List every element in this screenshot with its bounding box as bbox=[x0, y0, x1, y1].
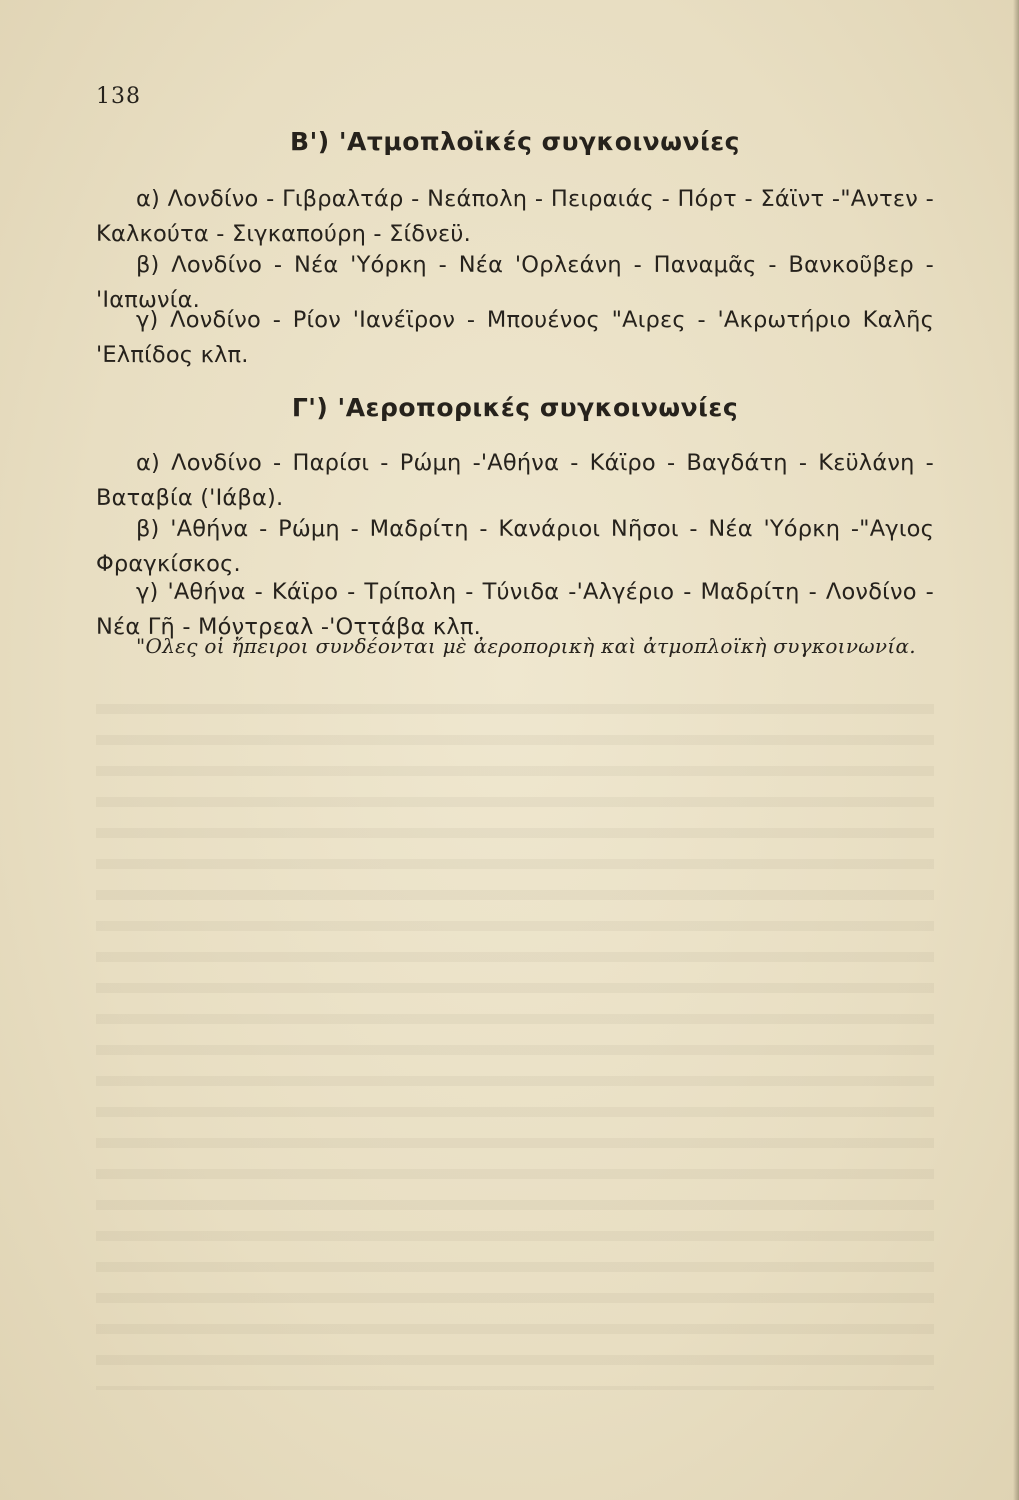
section-heading-air: Γ') 'Αεροπορικές συγκοινωνίες bbox=[291, 393, 739, 422]
air-route-a: α) Λονδίνο - Παρίσι - Ρώμη -'Αθήνα - Κάϊρο - Βαγδάτη - Κεϋλάνη - Βαταβία ('Ιάβα). bbox=[96, 450, 934, 511]
page-edge-shadow bbox=[1013, 0, 1019, 1500]
air-route-b: β) 'Αθήνα - Ρώμη - Μαδρίτη - Κανάριοι Νῆσοι - Νέα 'Υόρκη -"Αγιος Φραγκίσκος. bbox=[96, 516, 934, 577]
closing-statement: "Ολες οἱ ἤπειροι συνδέονται μὲ ἀεροπορικὴ καὶ ἀτμοπλοϊκὴ συγκοινωνία. bbox=[136, 634, 916, 658]
show-through-text bbox=[96, 690, 934, 1390]
steamship-route-a: α) Λονδίνο - Γιβραλτάρ - Νεάπολη - Πειραιάς - Πόρτ - Σάϊντ -"Αντεν - Καλκούτα - Σιγκαπούρη - Σίδνεϋ. bbox=[96, 186, 934, 247]
steamship-route-b: β) Λονδίνο - Νέα 'Υόρκη - Νέα 'Ορλεάνη - Παναμᾶς - Βανκοῦβερ -'Ιαπωνία. bbox=[96, 252, 934, 313]
page-number: 138 bbox=[96, 84, 141, 109]
section-heading-steamship: Β') 'Ατμοπλοϊκές συγκοινωνίες bbox=[290, 127, 740, 156]
steamship-route-c: γ) Λονδίνο - Ρίον 'Ιανέϊρον - Μπουένος "Αιρες - 'Ακρωτήριο Καλῆς 'Ελπίδος κλπ. bbox=[96, 307, 934, 368]
air-route-c: γ) 'Αθήνα - Κάϊρο - Τρίπολη - Τύνιδα -'Αλγέριο - Μαδρίτη - Λονδίνο - Νέα Γῆ - Μόντρεαλ -'Οττάβα κλπ. bbox=[96, 579, 934, 640]
